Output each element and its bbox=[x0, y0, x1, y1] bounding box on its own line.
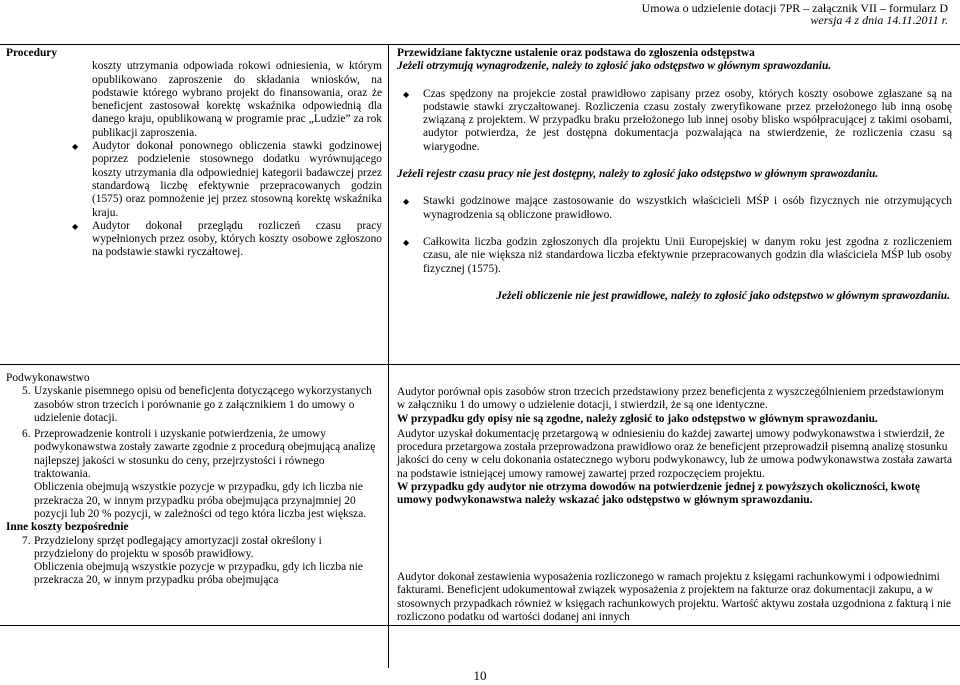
row-divider-1 bbox=[0, 364, 960, 365]
bottom-rule bbox=[0, 625, 960, 626]
list-item: 7. Przydzielony sprzęt podlegający amortyzacji został określony i przydzielony do projektu w sposób prawidłowy. bbox=[22, 534, 322, 560]
findings-heading: Przewidziane faktyczne ustalenie oraz podstawa do zgłoszenia odstępstwa bbox=[397, 47, 755, 59]
finding-text: Audytor dokonał zestawienia wyposażenia rozliczonego w ramach projektu z księgami rachunkowymi i odpowiednimi fakturami. Beneficjent udokumentował związek wyposażenia z projektem na fakturze oraz dokumentacji zakupu, a w stosownych przypadkach również w księgach rachunkowych projektu. Wartość aktywu została uzgodniona z fakturą i nie rozliczono podatku od wartości dodanej ani innych bbox=[397, 571, 951, 623]
column-divider bbox=[388, 44, 389, 668]
list-item: ◆ Audytor dokonał ponownego obliczenia stawki godzinowej poprzez podzielenie stosownego dodatku wyrównującego koszty utrzymania dla odpowiedniej kategorii badawczej przez standardową liczbę efektywnie przepracowanych godzin (1575) oraz pomnożenie jej przez stosowną korektę wskaźnika kraju. bbox=[66, 140, 382, 220]
list-item: ◆ Czas spędzony na projekcie został prawidłowo zapisany przez osoby, których koszty osobowe zgłaszane są na podstawie stawki zryczałtowanej. Rozliczenia czasu zostały zweryfikowane przez przełożonego lub inną osobę związaną z projektem. W przypadku braku przełożonego lub innej osoby blisko współpracującej z takimi osobami, audytor potwierdza, że jest dostępna dokumentacja pozwalająca na stwierdzenie, że rozliczenia czasu są wiarygodne. bbox=[397, 88, 952, 154]
list-item: ◆ Audytor dokonał przeglądu rozliczeń czasu pracy wypełnionych przez osoby, których koszty osobowe zgłoszono na podstawie stawki ryczałtowej. bbox=[66, 220, 382, 260]
list-item: 6. Przeprowadzenie kontroli i uzyskanie potwierdzenia, że umowy podwykonawstwa zostały zawarte zgodnie z procedurą obejmującą analizę najlepszej jakości w stosunku do ceny, przejrzystości i równego traktowania. bbox=[22, 428, 376, 481]
list-item: 5. Uzyskanie pisemnego opisu od beneficjenta dotyczącego wykorzystanych zasobów stron trzecich i porównanie go z załącznikiem 1 do umowy o udzielenie dotacji. bbox=[22, 385, 372, 424]
exception-note: Jeżeli rejestr czasu pracy nie jest dostępny, należy to zgłosić jako odstępstwo w głównym sprawozdaniu. bbox=[397, 168, 879, 181]
page-number: 10 bbox=[473, 668, 487, 683]
subcontracting-findings-cell bbox=[397, 386, 952, 508]
exception-note: Jeżeli otrzymują wynagrodzenie, należy to zgłosić jako odstępstwo w głównym sprawozdaniu. bbox=[397, 60, 832, 73]
sampling-note: Obliczenia obejmują wszystkie pozycje w przypadku, gdy ich liczba nie przekracza 20, w innym przypadku próba obejmująca przynajmniej 20 pozycji lub 20 % pozycji, w zależności od tego która liczba jest większa. bbox=[34, 481, 367, 520]
sampling-note: Obliczenia obejmują wszystkie pozycje w przypadku, gdy ich liczba nie przekracza 20, w innym przypadku próba obejmująca bbox=[34, 561, 363, 587]
procedures-bullets bbox=[66, 140, 382, 260]
subcontracting-cell bbox=[6, 372, 376, 588]
findings-bullets-2 bbox=[397, 195, 952, 275]
list-item: ◆ Stawki godzinowe mające zastosowanie do wszystkich właścicieli MŚP i osób fizycznych nie otrzymujących wynagrodzenia są obliczone prawidłowo. bbox=[397, 195, 952, 222]
other-costs-findings-cell bbox=[397, 571, 952, 624]
top-rule bbox=[0, 44, 960, 45]
procedures-intro: koszty utrzymania odpowiada rokowi odniesienia, w którym opublikowano zaproszenie do składania wniosków, na podstawie którego wybrano projekt do finansowania, oraz że beneficjent zastosował korektę wskaźnika odpowiednią dla danego kraju, opublikowaną w programie prac „Ludzie” za rok publikacji zaproszenia. bbox=[92, 60, 382, 139]
exception-note: Jeżeli obliczenie nie jest prawidłowe, należy to zgłosić jako odstępstwo w głównym sprawozdaniu. bbox=[496, 289, 950, 302]
exception-note: W przypadku gdy audytor nie otrzyma dowodów na potwierdzenie jednej z powyższych okoliczności, kwotę umowy podwykonawstwa należy wskazać jako odstępstwo w głównym sprawozdaniu. bbox=[397, 481, 920, 507]
document-title: Umowa o udzielenie dotacji 7PR – załącznik VII – formularz D bbox=[641, 1, 948, 15]
findings-cell bbox=[397, 47, 952, 303]
other-costs-heading: Inne koszty bezpośrednie bbox=[6, 521, 129, 534]
procedures-cell bbox=[6, 47, 382, 260]
findings-bullets-1 bbox=[397, 88, 952, 154]
subcontracting-heading: Podwykonawstwo bbox=[6, 372, 90, 384]
finding-text: Audytor porównał opis zasobów stron trzecich przedstawiony przez beneficjenta z wyszczególnieniem przedstawionym w załączniku 1 do umowy o udzielenie dotacji, i stwierdził, że są one identyczne. bbox=[397, 386, 944, 412]
document-version: wersja 4 z dnia 14.11.2011 r. bbox=[810, 13, 948, 27]
finding-text: Audytor uzyskał dokumentację przetargową w odniesieniu do każdej zawartej umowy podwykonawstwa i stwierdził, że procedura przetargowa została przeprowadzona prawidłowo oraz że beneficjent przeprowadził pisemną analizę stosunku jakości do ceny w celu dokonania ostatecznego wyboru podwykonawcy, lub że umowa podwykonawstwa została zawarta na podstawie istniejącej umowy ramowej zawartej przed rozpoczęciem projektu. bbox=[397, 427, 953, 480]
document-header bbox=[642, 2, 948, 26]
exception-note: W przypadku gdy opisy nie są zgodne, należy zgłosić to jako odstępstwo w głównym sprawozdaniu. bbox=[397, 412, 878, 425]
list-item: ◆ Całkowita liczba godzin zgłoszonych dla projektu Unii Europejskiej w danym roku jest zgodna z rozliczeniem czasu, ale nie większa niż standardowa liczba efektywnie przepracowanych godzin dla właściciela MŚP lub osoby fizycznej (1575). bbox=[397, 236, 952, 276]
procedures-heading: Procedury bbox=[6, 47, 58, 59]
